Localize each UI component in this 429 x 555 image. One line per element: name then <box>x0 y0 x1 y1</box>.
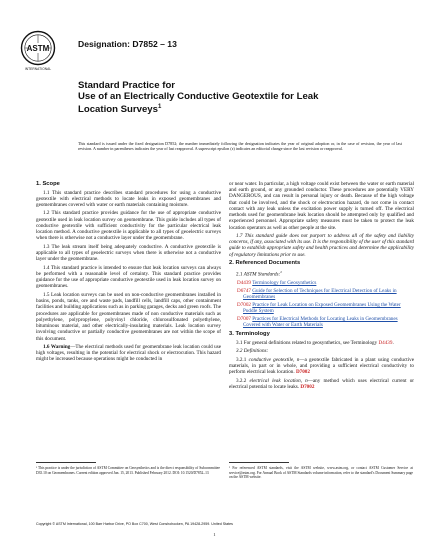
reference-link[interactable]: Practice for Leak Location on Exposed Geomembranes Using the Water Puddle System <box>243 301 401 314</box>
paragraph-3-2: 3.2 Definitions: <box>236 348 269 355</box>
reference-item[interactable]: D6747 Guide for Selection of Techniques for Electrical Detection of Leaks in Geomembranes <box>237 287 397 300</box>
reference-link-d7002[interactable]: D7002 <box>295 369 310 376</box>
page-number: 1 <box>213 532 216 537</box>
paragraph-1-2: 1.2 This standard practice provides guidance for the use of appropriate conductive geotextile used in leak location survey on geomembrane. This guide includes all types of conductive geotextile with sufficient conductivity for the particular electrical leak location method. A conductive geotextile is applicable to all types of geoelectric surveys when there is otherwise not a conductive layer under the geomembrane. <box>36 210 221 242</box>
footnote-divider <box>229 462 289 463</box>
title-line-1: Standard Practice for <box>78 80 176 91</box>
footnote-divider <box>36 462 96 463</box>
paragraph-1-7: 1.7 This standard guide does not purport to address all of the safety and liability concerns, if any, associated with its use. It is the responsibility of the user of this standard guide to establish appropriate safety and health practices and determine the applicability of regulatory limitations prior to use. <box>229 233 414 258</box>
paragraph-1-1: 1.1 This standard practice describes standard procedures for using a conductive geotextile with electrical methods to locate leaks in exposed geomembranes and geomembranes covered with water or earth materials containing moisture. <box>36 189 221 208</box>
paragraph-3-2-2: 3.2.2 electrical leak location, n—any method which uses electrical current or electrical potential to locate leaks. D7002 <box>229 377 414 390</box>
title-line-3: Location Surveys$^1$ <box>78 104 162 116</box>
warning-label: 1.6 Warning <box>43 344 71 351</box>
paragraph-1-6-continued: or near water. In particular, a high voltage could exist between the water or earth material and earth ground, or any grounded conductor. These procedures are potentially VERY DANGEROUS, and can result in personal injury or death. Because of the high voltage that could be involved, and the shock or electrocution hazard, do not come in contact contact with any leak unless the excitation power supply is turned off. The electrical methods used for geomembrane leak location should be attempted only by qualified and experienced personnel. Appropriate safety measures must be taken to protect the leak location operators as well as other people at the site. <box>229 181 414 231</box>
title-line-2: Use of an Electrically Conductive Geotextile for Leak <box>78 91 319 103</box>
reference-item[interactable]: D4439 Terminology for Geosynthetics <box>237 279 317 286</box>
logo-caption: INTERNATIONAL <box>24 67 52 71</box>
footnote-2: ² For referenced ASTM standards, visit the ASTM website, www.astm.org, or contact ASTM Customer Service at service@astm.org. For Annual Book of ASTM Standards volume information, refer to the standard's Document Summary page on the ASTM website. <box>229 466 413 479</box>
reference-link-d7002[interactable]: D7002 <box>300 383 315 390</box>
reference-link[interactable]: Guide for Selection of Techniques for Electrical Detection of Leaks in Geomembranes <box>243 287 397 300</box>
reference-item[interactable]: D7002 Practice for Leak Location on Exposed Geomembranes Using the Water Puddle System <box>237 301 401 314</box>
reference-link-d4439[interactable]: D4439 <box>378 339 393 346</box>
paragraph-3-2-1: 3.2.1 conductive geotextile, n—a geotextile fabricated in a plant using conductive materials, in part or in whole, and providing a sufficient electrical conductivity to perform electrical leak location. D7002 <box>229 356 414 376</box>
paragraph-1-6: 1.6 Warning—The electrical methods used for geomembrane leak location could use high voltages, resulting in the potential for electrical shock or electrocution. This hazard might be increased because operations might be conducted in <box>36 344 221 363</box>
left-column <box>36 181 221 365</box>
svg-text:ASTM: ASTM <box>26 44 50 53</box>
reference-link[interactable]: Practices for Electrical Methods for Locating Leaks in Geomembranes Covered with Water or Earth Materials <box>243 315 398 328</box>
reference-link[interactable]: Terminology for Geosynthetics <box>252 279 317 286</box>
paragraph-1-5: 1.5 Leak location surveys can be used on non-conductive geomembranes installed in basins, ponds, tanks, ore and waste pads, landfill cells, landfill caps, other containment facilities and building applications such as in parking garages, decks and green roofs. The procedures are applicable for geomembranes made of non conductive materials such as polyethylene, polypropylene, polyvinyl chloride, chlorosulfonated polyethylene, bituminous material, and other electrically-insulating materials. Leak location survey involving conductive or partially conductive geomembranes are not within the scope of this document. <box>36 291 221 342</box>
paragraph-1-3: 1.3 The leak stream itself being adequately conductive. A conductive geotextile is applicable to all types of geoelectric surveys when there is otherwise not a conductive layer under the geomembrane. <box>36 243 221 263</box>
paragraph-2-1: 2.1 ASTM Standards:$^2$ <box>236 269 282 278</box>
footnote-1: ¹ This practice is under the jurisdiction of ASTM Committee on Geosynthetics and is the direct responsibility of Subcommittee D35.10 on Geomembranes. Current edition approved Jun. 15, 2013. Published February 2012. DOI: 10.1520/D7852–13 <box>36 466 220 475</box>
paragraph-3-1: 3.1 For general definitions related to geosynthetics, see Terminology D4439. <box>236 339 394 346</box>
right-column <box>229 181 414 392</box>
document-title <box>78 80 398 116</box>
designation-note: This standard is issued under the fixed designation D7852; the number immediately following the designation indicates the year of original adoption or, in the case of revision, the year of last revision. A number in parentheses indicates the year of last reapproval. A superscript epsilon (ε) indicates an editorial change since the last revision or reapproval. <box>78 141 402 152</box>
reference-item[interactable]: D7007 Practices for Electrical Methods for Locating Leaks in Geomembranes Covered with Water or Earth Materials <box>237 315 398 328</box>
section-heading-terminology: 3. Terminology <box>229 331 270 338</box>
section-heading-scope: 1. Scope <box>36 181 60 187</box>
designation: Designation: D7852 – 13 <box>78 39 177 49</box>
astm-logo-icon <box>20 30 56 66</box>
paragraph-1-4: 1.4 This standard practice is intended to ensure that leak location surveys can always be performed with a reasonable level of certainty. This standard practice provides guidance for the use of appropriate conductive geotextile used in leak location survey on geomembranes. <box>36 264 221 290</box>
title-footnote-mark: 1 <box>157 104 162 111</box>
section-heading-referenced-documents: 2. Referenced Documents <box>229 260 301 267</box>
copyright-notice: Copyright © ASTM International, 100 Barr Harbor Drive, PO Box C700, West Conshohocken, PA 19428-2959. United States <box>36 522 233 526</box>
